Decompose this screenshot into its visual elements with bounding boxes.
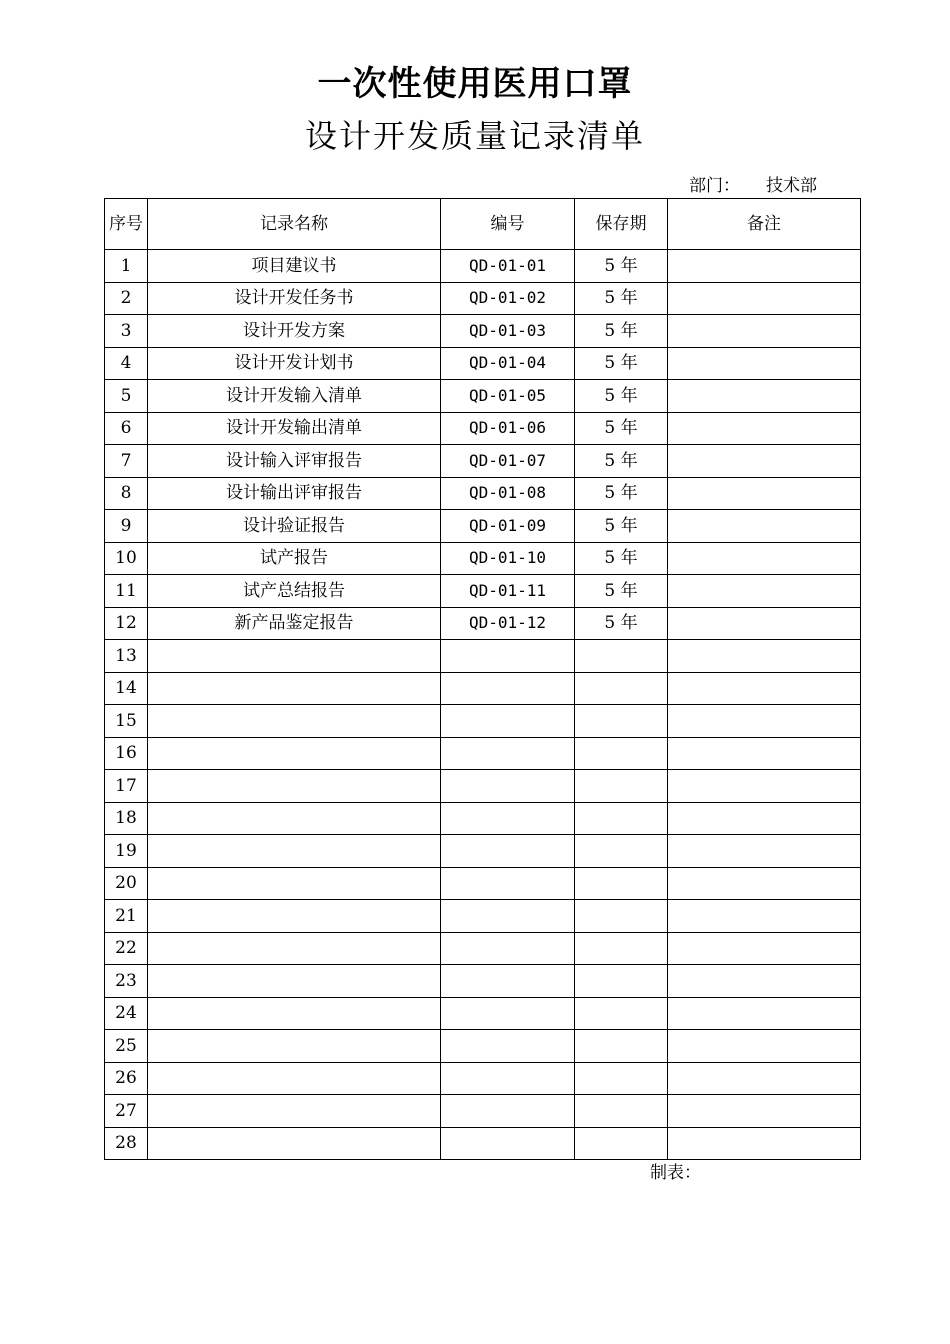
cell-seq: 14	[105, 672, 148, 705]
cell-retention	[575, 1095, 668, 1128]
cell-remarks	[668, 412, 861, 445]
cell-seq: 28	[105, 1127, 148, 1160]
cell-remarks	[668, 997, 861, 1030]
cell-remarks	[668, 347, 861, 380]
cell-retention: 5 年	[575, 380, 668, 413]
cell-seq: 6	[105, 412, 148, 445]
header-retention: 保存期	[575, 199, 668, 250]
cell-retention	[575, 965, 668, 998]
cell-retention	[575, 802, 668, 835]
cell-seq: 20	[105, 867, 148, 900]
cell-code	[441, 1095, 575, 1128]
cell-seq: 25	[105, 1030, 148, 1063]
table-row	[105, 1062, 861, 1095]
cell-remarks	[668, 802, 861, 835]
cell-seq: 3	[105, 315, 148, 348]
cell-seq: 5	[105, 380, 148, 413]
cell-record-name: 设计开发输入清单	[148, 380, 441, 413]
cell-record-name: 设计开发计划书	[148, 347, 441, 380]
cell-retention: 5 年	[575, 542, 668, 575]
cell-record-name: 项目建议书	[148, 250, 441, 283]
header-seq: 序号	[105, 199, 148, 250]
cell-retention	[575, 900, 668, 933]
cell-retention	[575, 1062, 668, 1095]
cell-seq: 10	[105, 542, 148, 575]
table-row	[105, 900, 861, 933]
cell-retention: 5 年	[575, 510, 668, 543]
cell-seq: 18	[105, 802, 148, 835]
table-row	[105, 997, 861, 1030]
cell-code: QD-01-11	[441, 575, 575, 608]
cell-record-name: 设计开发输出清单	[148, 412, 441, 445]
cell-retention: 5 年	[575, 282, 668, 315]
table-row	[105, 737, 861, 770]
cell-code: QD-01-07	[441, 445, 575, 478]
cell-code: QD-01-05	[441, 380, 575, 413]
cell-code: QD-01-04	[441, 347, 575, 380]
cell-retention: 5 年	[575, 445, 668, 478]
cell-seq: 17	[105, 770, 148, 803]
header-remarks: 备注	[668, 199, 861, 250]
cell-seq: 2	[105, 282, 148, 315]
cell-retention: 5 年	[575, 315, 668, 348]
table-row	[105, 282, 861, 315]
cell-remarks	[668, 282, 861, 315]
cell-retention	[575, 737, 668, 770]
cell-seq: 13	[105, 640, 148, 673]
cell-code: QD-01-12	[441, 607, 575, 640]
table-row	[105, 640, 861, 673]
cell-record-name	[148, 997, 441, 1030]
table-row	[105, 932, 861, 965]
cell-code: QD-01-03	[441, 315, 575, 348]
cell-record-name: 设计开发任务书	[148, 282, 441, 315]
cell-remarks	[668, 1062, 861, 1095]
cell-record-name	[148, 1062, 441, 1095]
table-row	[105, 542, 861, 575]
table-row	[105, 965, 861, 998]
cell-retention	[575, 932, 668, 965]
cell-seq: 22	[105, 932, 148, 965]
cell-record-name	[148, 1030, 441, 1063]
cell-retention: 5 年	[575, 347, 668, 380]
cell-record-name	[148, 835, 441, 868]
cell-seq: 15	[105, 705, 148, 738]
cell-seq: 27	[105, 1095, 148, 1128]
cell-remarks	[668, 445, 861, 478]
table-row	[105, 1030, 861, 1063]
cell-record-name	[148, 932, 441, 965]
cell-code	[441, 770, 575, 803]
cell-code: QD-01-09	[441, 510, 575, 543]
cell-record-name	[148, 965, 441, 998]
document-subtitle: 设计开发质量记录清单	[304, 117, 645, 155]
cell-seq: 7	[105, 445, 148, 478]
cell-remarks	[668, 867, 861, 900]
table-row	[105, 770, 861, 803]
cell-remarks	[668, 1095, 861, 1128]
cell-retention	[575, 705, 668, 738]
cell-record-name	[148, 672, 441, 705]
cell-code: QD-01-08	[441, 477, 575, 510]
department-label: 部门：	[689, 176, 740, 196]
cell-code	[441, 1030, 575, 1063]
table-row	[105, 250, 861, 283]
cell-remarks	[668, 770, 861, 803]
records-table	[104, 198, 861, 1160]
cell-seq: 4	[105, 347, 148, 380]
cell-code	[441, 1127, 575, 1160]
cell-record-name: 新产品鉴定报告	[148, 607, 441, 640]
cell-retention	[575, 997, 668, 1030]
table-row	[105, 607, 861, 640]
table-row	[105, 802, 861, 835]
cell-retention	[575, 672, 668, 705]
table-body	[105, 250, 861, 1160]
cell-remarks	[668, 672, 861, 705]
cell-code	[441, 640, 575, 673]
table-row	[105, 380, 861, 413]
cell-code	[441, 997, 575, 1030]
cell-seq: 11	[105, 575, 148, 608]
cell-seq: 23	[105, 965, 148, 998]
cell-remarks	[668, 542, 861, 575]
cell-remarks	[668, 250, 861, 283]
cell-remarks	[668, 1030, 861, 1063]
cell-seq: 19	[105, 835, 148, 868]
department-value: 技术部	[766, 176, 817, 196]
cell-code	[441, 705, 575, 738]
cell-code	[441, 1062, 575, 1095]
cell-retention	[575, 1127, 668, 1160]
cell-remarks	[668, 640, 861, 673]
cell-code	[441, 867, 575, 900]
document-title: 一次性使用医用口罩	[317, 64, 633, 104]
cell-record-name: 设计输出评审报告	[148, 477, 441, 510]
cell-retention	[575, 770, 668, 803]
cell-code: QD-01-02	[441, 282, 575, 315]
table-row	[105, 575, 861, 608]
cell-code: QD-01-10	[441, 542, 575, 575]
cell-retention	[575, 640, 668, 673]
cell-remarks	[668, 315, 861, 348]
table-row	[105, 835, 861, 868]
cell-retention: 5 年	[575, 575, 668, 608]
cell-record-name	[148, 802, 441, 835]
cell-remarks	[668, 900, 861, 933]
cell-code: QD-01-01	[441, 250, 575, 283]
table-row	[105, 1095, 861, 1128]
cell-seq: 16	[105, 737, 148, 770]
department-line	[689, 175, 817, 197]
cell-code: QD-01-06	[441, 412, 575, 445]
cell-record-name: 试产报告	[148, 542, 441, 575]
header-name: 记录名称	[148, 199, 441, 250]
table-row	[105, 1127, 861, 1160]
cell-seq: 9	[105, 510, 148, 543]
table-row	[105, 510, 861, 543]
cell-code	[441, 932, 575, 965]
table-row	[105, 347, 861, 380]
cell-retention: 5 年	[575, 477, 668, 510]
cell-record-name: 设计开发方案	[148, 315, 441, 348]
cell-remarks	[668, 510, 861, 543]
cell-retention: 5 年	[575, 412, 668, 445]
table-row	[105, 445, 861, 478]
cell-record-name	[148, 705, 441, 738]
cell-seq: 1	[105, 250, 148, 283]
cell-record-name	[148, 1127, 441, 1160]
cell-retention	[575, 835, 668, 868]
cell-remarks	[668, 705, 861, 738]
cell-remarks	[668, 965, 861, 998]
header-code: 编号	[441, 199, 575, 250]
cell-code	[441, 965, 575, 998]
cell-retention: 5 年	[575, 250, 668, 283]
table-header-row	[105, 199, 861, 250]
table-row	[105, 672, 861, 705]
cell-record-name	[148, 867, 441, 900]
table-row	[105, 867, 861, 900]
cell-record-name	[148, 737, 441, 770]
prepared-by-label: 制表：	[650, 1163, 701, 1183]
cell-retention: 5 年	[575, 607, 668, 640]
cell-remarks	[668, 607, 861, 640]
cell-remarks	[668, 835, 861, 868]
cell-code	[441, 835, 575, 868]
cell-seq: 26	[105, 1062, 148, 1095]
cell-remarks	[668, 1127, 861, 1160]
cell-code	[441, 737, 575, 770]
cell-seq: 12	[105, 607, 148, 640]
cell-retention	[575, 867, 668, 900]
cell-record-name	[148, 640, 441, 673]
cell-remarks	[668, 380, 861, 413]
table-row	[105, 477, 861, 510]
cell-record-name	[148, 1095, 441, 1128]
cell-code	[441, 900, 575, 933]
cell-code	[441, 672, 575, 705]
cell-code	[441, 802, 575, 835]
cell-record-name	[148, 770, 441, 803]
cell-record-name	[148, 900, 441, 933]
cell-record-name: 设计输入评审报告	[148, 445, 441, 478]
cell-seq: 24	[105, 997, 148, 1030]
cell-remarks	[668, 575, 861, 608]
table-row	[105, 705, 861, 738]
cell-seq: 21	[105, 900, 148, 933]
cell-retention	[575, 1030, 668, 1063]
cell-seq: 8	[105, 477, 148, 510]
cell-remarks	[668, 477, 861, 510]
cell-remarks	[668, 737, 861, 770]
table-row	[105, 412, 861, 445]
table-row	[105, 315, 861, 348]
cell-remarks	[668, 932, 861, 965]
cell-record-name: 试产总结报告	[148, 575, 441, 608]
cell-record-name: 设计验证报告	[148, 510, 441, 543]
